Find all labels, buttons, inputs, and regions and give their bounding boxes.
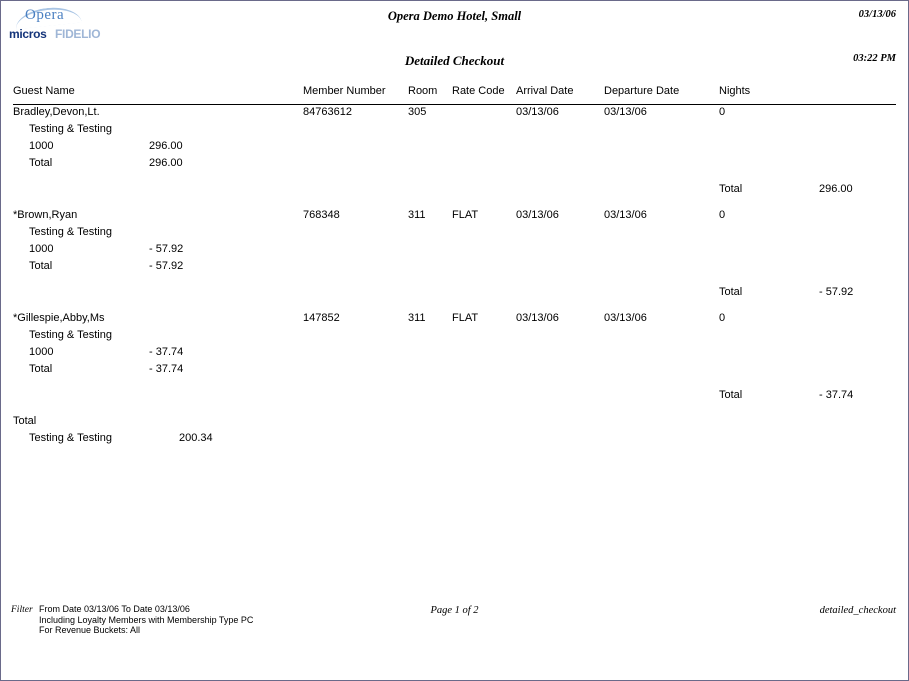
guest-total-row (13, 286, 896, 303)
bucket-total-amount: - 37.74 (149, 363, 184, 375)
bucket-code: 1000 (29, 140, 54, 152)
spacer-row (13, 380, 896, 389)
report-title: Detailed Checkout (404, 53, 505, 68)
guest-room: 311 (408, 312, 426, 324)
table-row (13, 312, 896, 329)
bucket-total-row (13, 157, 896, 174)
bucket-total-cell (13, 260, 303, 277)
guest-total-amount: - 37.74 (819, 389, 854, 401)
guest-total-row (13, 183, 896, 200)
column-header-room: Room (408, 85, 438, 97)
filter-label: Filter (11, 605, 33, 615)
bucket-row (13, 329, 896, 346)
bucket-code-row (13, 243, 896, 260)
guest-room: 305 (408, 106, 427, 118)
guest-arrival-date: 03/13/06 (516, 106, 559, 118)
bucket-row (13, 226, 896, 243)
guest-amount (819, 209, 896, 226)
spacer-row (13, 303, 896, 312)
guest-nights: 0 (719, 312, 726, 324)
guest-total-label: Total (719, 183, 743, 195)
guest-total-amount: 296.00 (819, 183, 853, 195)
bucket-code-cell (13, 140, 303, 157)
column-header-nights: Nights (719, 85, 751, 97)
bucket-code-row (13, 140, 896, 157)
revenue-bucket-label: Testing & Testing (29, 329, 112, 341)
revenue-bucket-label: Testing & Testing (29, 123, 112, 135)
column-header-guest-name: Guest Name (13, 85, 75, 97)
spacer-row (13, 277, 896, 286)
guest-rate-code: FLAT (452, 209, 479, 221)
bucket-code-amount: - 37.74 (149, 346, 184, 358)
filter-line-revenue-buckets: For Revenue Buckets: All (39, 625, 141, 635)
guest-departure-date: 03/13/06 (604, 209, 647, 221)
guest-rate-code (452, 106, 516, 123)
hotel-title: Opera Demo Hotel, Small (387, 9, 522, 23)
bucket-total-cell (13, 363, 303, 380)
column-header-member-number: Member Number (303, 85, 386, 97)
guest-name: *Brown,Ryan (13, 209, 78, 221)
guest-rate-code: FLAT (452, 312, 479, 324)
bucket-code-cell (13, 346, 303, 363)
report-body (13, 85, 896, 449)
guest-member-number: 147852 (303, 312, 340, 324)
micros-wordmark: micros (9, 27, 47, 41)
bucket-total-cell (13, 157, 303, 174)
guest-amount (819, 312, 896, 329)
guest-total-row (13, 389, 896, 406)
spacer-row (13, 200, 896, 209)
filter-line-date-range: From Date 03/13/06 To Date 03/13/06 (39, 604, 190, 614)
guest-arrival-date: 03/13/06 (516, 312, 559, 324)
bucket-total-amount: 296.00 (149, 157, 183, 169)
guest-name: Bradley,Devon,Lt. (13, 106, 100, 118)
guest-total-label: Total (719, 389, 743, 401)
opera-wordmark: Opera (25, 7, 65, 23)
column-header-departure-date: Departure Date (604, 85, 680, 97)
page-number: Page 1 of 2 (430, 605, 479, 616)
table-row (13, 209, 896, 226)
column-header-arrival-date: Arrival Date (516, 85, 574, 97)
guest-room: 311 (408, 209, 426, 221)
checkout-table (13, 85, 896, 449)
guest-departure-date: 03/13/06 (604, 312, 647, 324)
bucket-total-row (13, 260, 896, 277)
report-time: 03:22 PM (853, 53, 896, 64)
bucket-total-label: Total (29, 260, 53, 272)
guest-departure-date: 03/13/06 (604, 106, 647, 118)
bucket-code-amount: 296.00 (149, 140, 183, 152)
guest-amount (819, 106, 896, 123)
spacer-row (13, 174, 896, 183)
report-total-label: Total (13, 415, 37, 427)
spacer-row (13, 406, 896, 415)
column-header-rate-code: Rate Code (452, 85, 505, 97)
spacer-row (13, 97, 896, 106)
table-header-row (13, 85, 896, 97)
fidelio-wordmark: FIDELIO (55, 27, 101, 41)
guest-name: *Gillespie,Abby,Ms (13, 312, 105, 324)
bucket-total-label: Total (29, 157, 53, 169)
column-header-amount (819, 85, 896, 97)
report-total-bucket-cell (13, 432, 303, 449)
report-total-bucket: Testing & Testing (29, 432, 112, 444)
bucket-total-amount: - 57.92 (149, 260, 184, 272)
guest-member-number: 768348 (303, 209, 340, 221)
guest-nights: 0 (719, 106, 726, 118)
filter-line-membership: Including Loyalty Members with Membership Type PC (39, 614, 254, 625)
report-total-bucket-row (13, 432, 896, 449)
bucket-code: 1000 (29, 243, 54, 255)
guest-total-amount: - 57.92 (819, 286, 854, 298)
bucket-total-label: Total (29, 363, 53, 375)
report-total-row (13, 415, 896, 432)
bucket-code: 1000 (29, 346, 54, 358)
bucket-code-amount: - 57.92 (149, 243, 184, 255)
guest-total-label: Total (719, 286, 743, 298)
guest-nights: 0 (719, 209, 726, 221)
report-id: detailed_checkout (819, 605, 896, 616)
bucket-row (13, 123, 896, 140)
revenue-bucket-label: Testing & Testing (29, 226, 112, 238)
bucket-code-cell (13, 243, 303, 260)
report-total-amount: 200.34 (179, 432, 213, 444)
guest-arrival-date: 03/13/06 (516, 209, 559, 221)
bucket-total-row (13, 363, 896, 380)
bucket-code-row (13, 346, 896, 363)
table-row (13, 106, 896, 123)
report-date: 03/13/06 (858, 9, 896, 20)
guest-member-number: 84763612 (303, 106, 352, 118)
